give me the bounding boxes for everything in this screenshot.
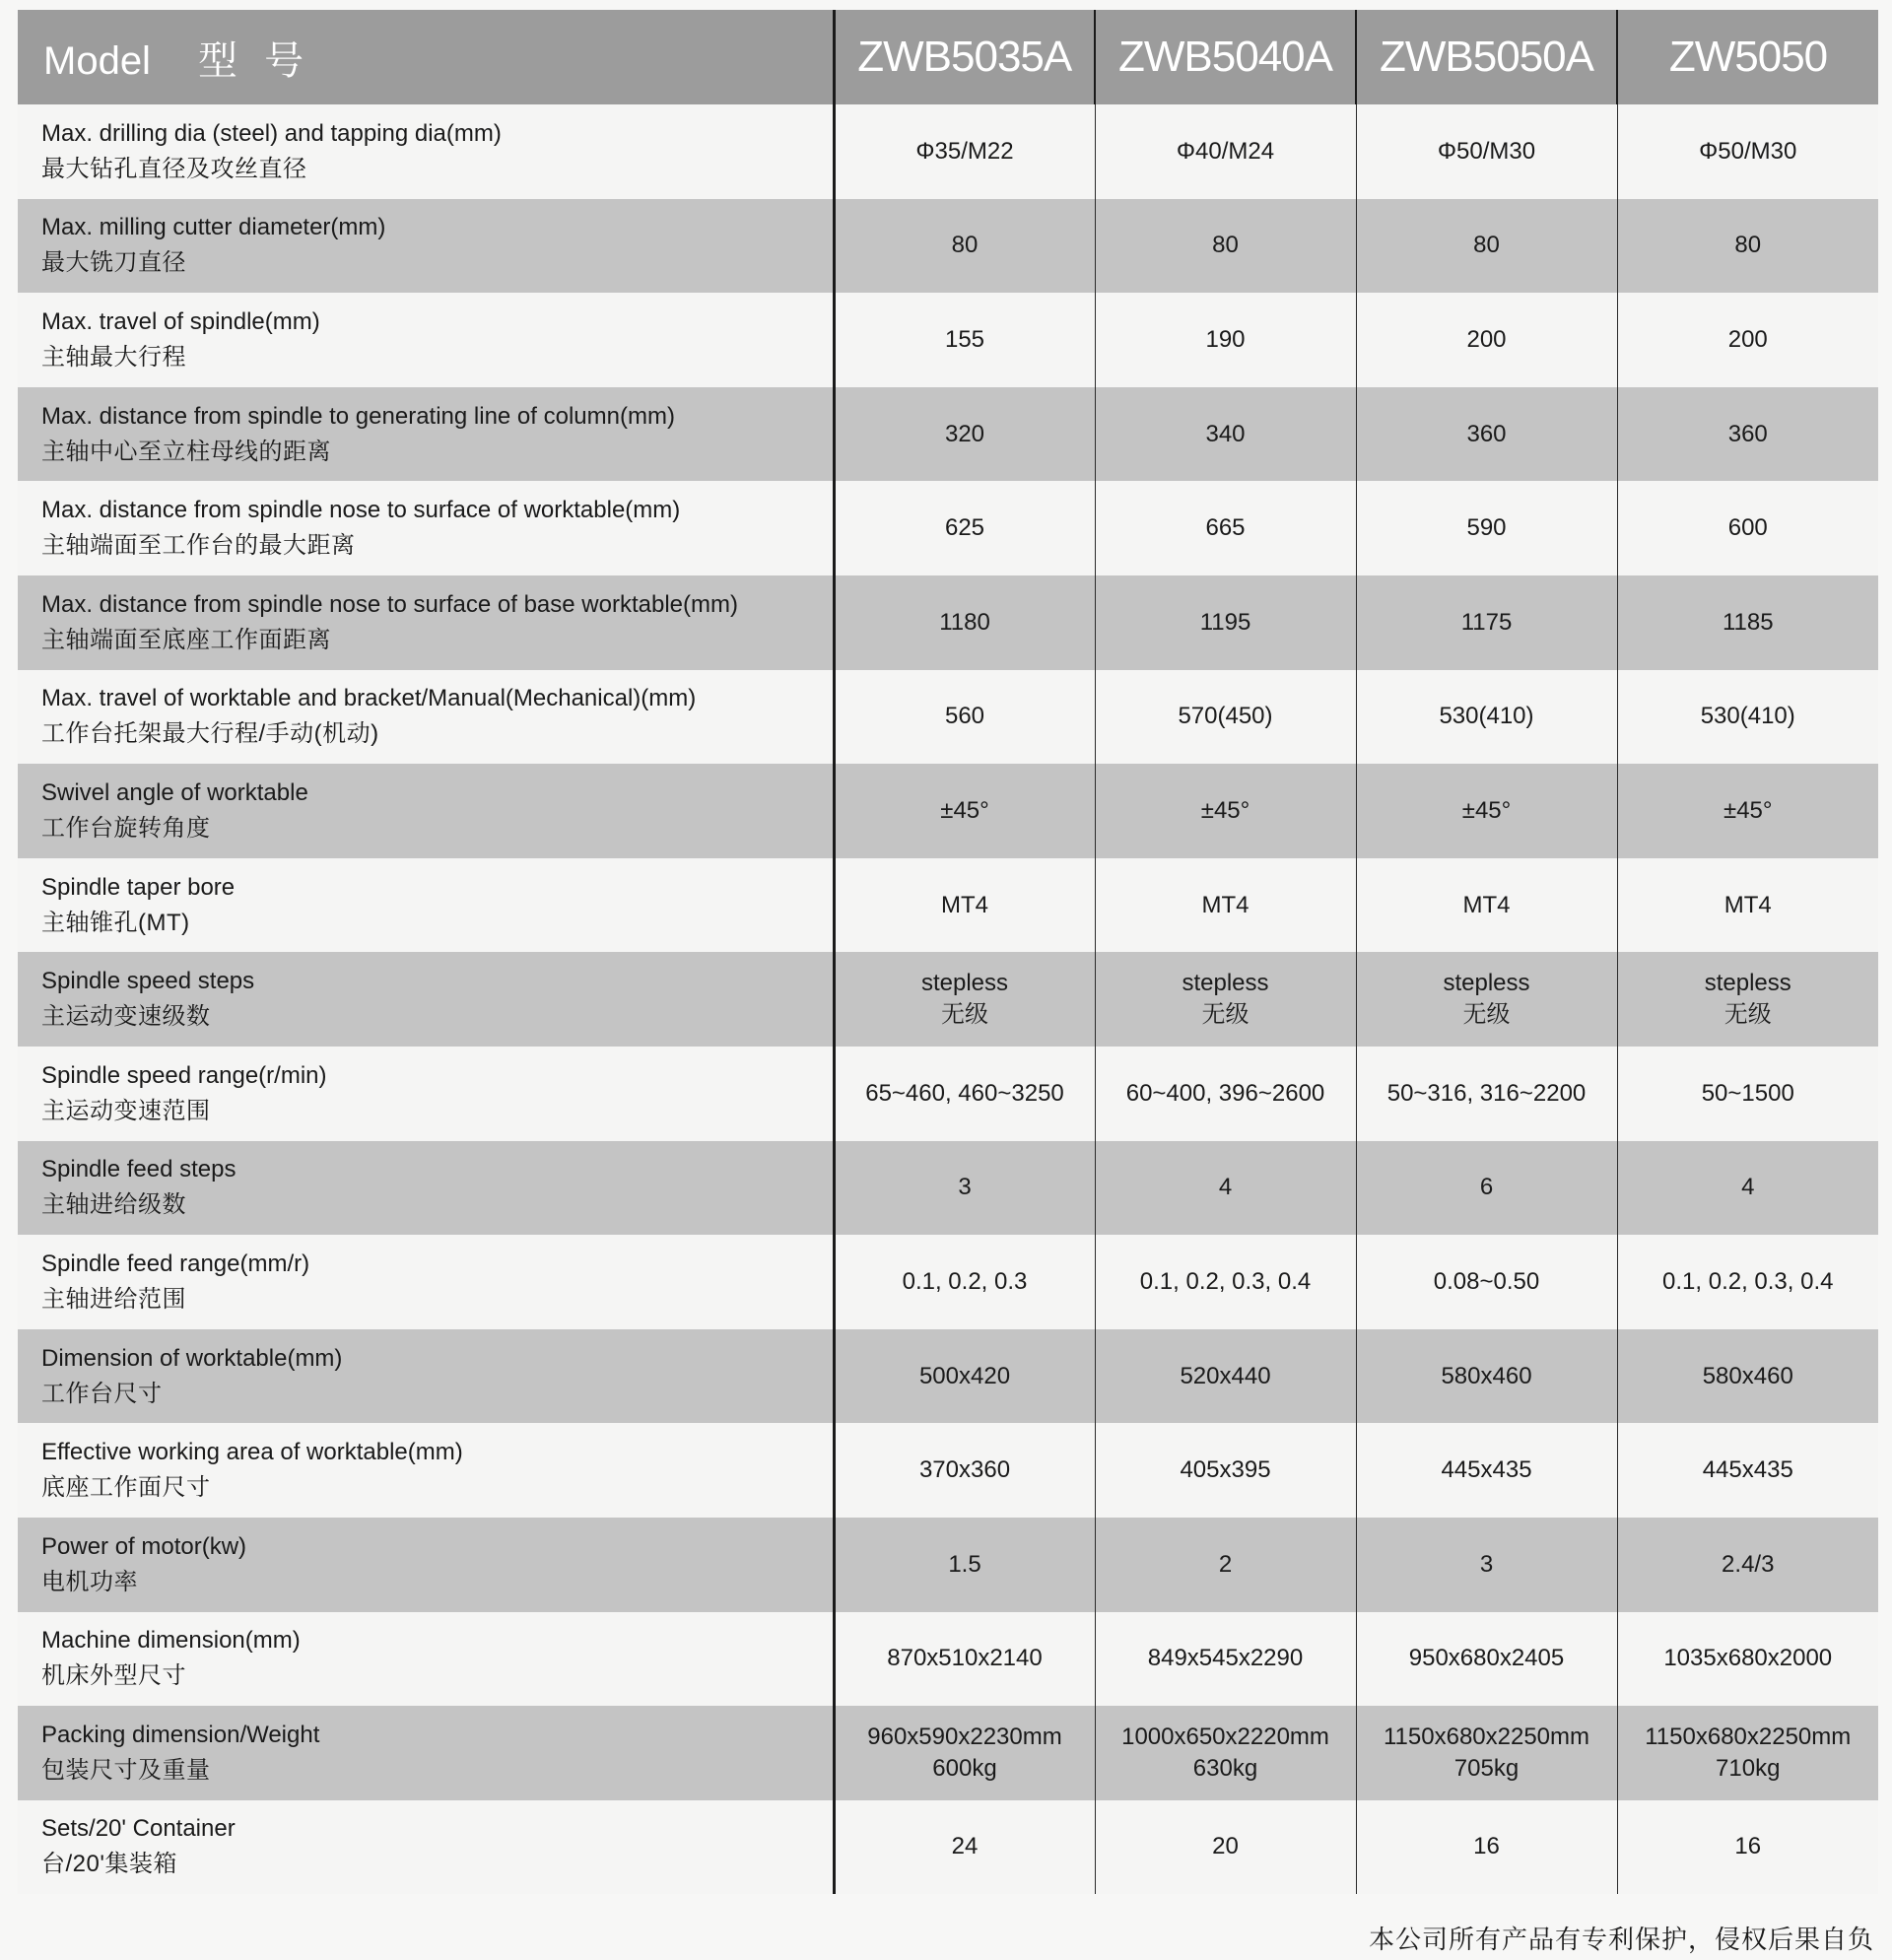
spec-label-zh: 电机功率 [41,1568,138,1595]
spec-row [18,1800,1878,1895]
spec-value: MT4 [1462,891,1511,918]
spec-value-cell [1356,481,1617,575]
spec-label-en: Dimension of worktable(mm) [41,1344,343,1372]
spec-value: 80 [1734,232,1762,259]
spec-row [18,1423,1878,1518]
spec-label [18,104,834,199]
spec-value: 2.4/3 [1722,1550,1775,1578]
model-column-header: ZW5050 [1617,10,1878,104]
header-row [18,10,1878,104]
spec-value-cell [1095,1047,1356,1141]
spec-value: 1195 [1199,608,1251,636]
spec-value-cell [1095,764,1356,858]
spec-value: MT4 [941,891,988,918]
spec-value: 80 [1212,232,1239,259]
spec-value: 705kg [1453,1754,1520,1782]
spec-value-cell [1095,293,1356,387]
spec-value-cell [1356,1612,1617,1707]
spec-row [18,1141,1878,1236]
spec-value: 320 [944,420,985,447]
spec-label [18,1329,834,1424]
spec-row [18,1047,1878,1141]
spec-value-cell [834,1329,1095,1424]
spec-value: Φ40/M24 [1176,137,1275,165]
spec-value: 50~316, 316~2200 [1386,1079,1587,1107]
spec-value-cell [1095,575,1356,670]
spec-value: 190 [1205,325,1246,353]
spec-value-cell [1617,1235,1878,1329]
spec-row [18,104,1878,199]
spec-label-zh: 台/20'集装箱 [41,1851,177,1878]
spec-value-cell [1095,199,1356,294]
spec-value-cell [1095,1423,1356,1518]
spec-value: 445x435 [1702,1456,1793,1484]
spec-value: 1035x680x2000 [1663,1645,1833,1672]
spec-label-en: Max. distance from spindle nose to surface of base worktable(mm) [41,590,738,618]
spec-label [18,1235,834,1329]
spec-label-zh: 主轴中心至立柱母线的距离 [41,438,331,465]
spec-value-cell [1356,293,1617,387]
spec-value: 24 [951,1833,979,1860]
spec-value: 580x460 [1441,1362,1532,1389]
spec-value-cell [834,293,1095,387]
spec-row [18,764,1878,858]
spec-label-en: Sets/20' Container [41,1815,236,1843]
spec-value: Φ50/M30 [1437,137,1536,165]
spec-row [18,199,1878,294]
spec-value-cell [1617,1800,1878,1895]
spec-label-zh: 最大钻孔直径及攻丝直径 [41,155,307,182]
spec-value: Φ35/M22 [915,137,1014,165]
spec-value: 1185 [1722,608,1774,636]
spec-value: stepless [1704,970,1791,997]
spec-label-zh: 包装尺寸及重量 [41,1756,211,1784]
spec-value-cell [1356,1706,1617,1800]
spec-value-cell [1617,858,1878,953]
spec-value-cell [1095,1329,1356,1424]
spec-value-cell [834,952,1095,1047]
spec-label-en: Max. drilling dia (steel) and tapping dia(mm) [41,119,502,147]
spec-value-cell [1095,1800,1356,1895]
spec-label-en: Spindle taper bore [41,873,236,901]
spec-value: 570(450) [1178,703,1273,730]
spec-label-en: Effective working area of worktable(mm) [41,1439,463,1466]
spec-value-cell [1356,104,1617,199]
spec-value: 580x460 [1702,1362,1793,1389]
spec-value: 3 [958,1174,972,1201]
spec-value: stepless [1182,970,1269,997]
spec-label-en: Spindle feed steps [41,1156,236,1183]
spec-value: ±45° [1461,796,1512,824]
spec-row [18,1329,1878,1424]
spec-label-zh: 机床外型尺寸 [41,1662,186,1690]
spec-value: 870x510x2140 [887,1645,1043,1672]
spec-label [18,1423,834,1518]
spec-label [18,670,834,765]
spec-value-cell [834,1518,1095,1612]
spec-value: 16 [1473,1833,1500,1860]
spec-value: 200 [1466,325,1507,353]
spec-value: 710kg [1716,1754,1781,1782]
spec-label [18,1706,834,1800]
model-column-header: ZWB5040A [1095,10,1356,104]
spec-value: 50~1500 [1701,1079,1794,1107]
spec-label [18,1047,834,1141]
spec-value-cell [1617,104,1878,199]
spec-value: MT4 [1201,891,1250,918]
spec-value-cell [834,1235,1095,1329]
spec-value-cell [1617,481,1878,575]
spec-value-cell [1356,1047,1617,1141]
spec-value: 600 [1727,514,1768,542]
spec-value-cell [834,575,1095,670]
spec-value-cell [1356,1423,1617,1518]
spec-value: Φ50/M30 [1699,137,1797,165]
spec-label-en: Spindle feed range(mm/r) [41,1250,310,1277]
spec-label-en: Spindle speed range(r/min) [41,1061,327,1089]
spec-value-cell [1095,858,1356,953]
spec-label-en: Max. travel of worktable and bracket/Manual(Mechanical)(mm) [41,685,697,712]
spec-row [18,858,1878,953]
spec-value: 无级 [1201,1001,1250,1029]
spec-value: 360 [1466,420,1507,447]
model-label-en: Model [43,38,151,83]
spec-value-cell [1617,575,1878,670]
spec-value: 80 [951,232,979,259]
spec-value: 无级 [1462,1001,1511,1029]
spec-label [18,481,834,575]
spec-value: 665 [1205,514,1246,542]
spec-value-cell [1095,670,1356,765]
spec-value-cell [1617,670,1878,765]
spec-label [18,1612,834,1707]
spec-value: 530(410) [1700,703,1795,730]
model-header-label [18,10,834,104]
spec-value: 2 [1218,1550,1233,1578]
spec-value-cell [1095,1518,1356,1612]
spec-label-en: Packing dimension/Weight [41,1721,320,1748]
spec-label-en: Machine dimension(mm) [41,1627,301,1655]
spec-value-cell [834,387,1095,482]
spec-value: 0.1, 0.2, 0.3 [902,1267,1028,1295]
spec-value-cell [834,1706,1095,1800]
model-column-header: ZWB5035A [834,10,1095,104]
spec-value-cell [1356,858,1617,953]
spec-label [18,575,834,670]
spec-value-cell [1356,1800,1617,1895]
spec-label-zh: 工作台托架最大行程/手动(机动) [41,720,379,748]
spec-label-zh: 主运动变速级数 [41,1003,211,1031]
spec-value-cell [1617,1047,1878,1141]
spec-label-en: Max. milling cutter diameter(mm) [41,214,386,241]
spec-value-cell [834,104,1095,199]
spec-value-cell [834,481,1095,575]
spec-value-cell [834,199,1095,294]
spec-label-en: Swivel angle of worktable [41,778,308,806]
spec-value-cell [1617,952,1878,1047]
spec-label-zh: 主轴端面至底座工作面距离 [41,626,331,653]
spec-label-zh: 主轴最大行程 [41,343,186,371]
spec-value: 590 [1466,514,1507,542]
spec-value: 0.1, 0.2, 0.3, 0.4 [1662,1267,1834,1295]
spec-label-zh: 最大铣刀直径 [41,249,186,277]
spec-value-cell [1617,1329,1878,1424]
spec-table [18,10,1878,1894]
spec-value-cell [1095,1706,1356,1800]
spec-value: 65~460, 460~3250 [865,1079,1064,1107]
spec-label-en: Max. distance from spindle nose to surface of worktable(mm) [41,497,681,524]
spec-value: 无级 [1723,1001,1772,1029]
spec-value: 360 [1727,420,1768,447]
spec-label [18,1800,834,1895]
spec-value: 405x395 [1180,1456,1271,1484]
spec-value-cell [1356,670,1617,765]
spec-row [18,1518,1878,1612]
spec-value: 6 [1479,1174,1494,1201]
spec-value: 445x435 [1441,1456,1532,1484]
spec-value: 500x420 [918,1362,1011,1389]
spec-row [18,387,1878,482]
spec-value-cell [834,1141,1095,1236]
spec-value: 560 [944,703,985,730]
spec-value-cell [1617,199,1878,294]
spec-row [18,670,1878,765]
spec-value-cell [1095,481,1356,575]
spec-label-zh: 工作台旋转角度 [41,814,211,842]
spec-row [18,575,1878,670]
spec-value-cell [834,858,1095,953]
spec-value: 60~400, 396~2600 [1125,1079,1325,1107]
spec-value: ±45° [940,796,989,824]
spec-value: ±45° [1723,796,1773,824]
spec-label [18,952,834,1047]
spec-value-cell [1095,104,1356,199]
spec-label [18,199,834,294]
spec-row [18,481,1878,575]
spec-value: 80 [1473,232,1500,259]
spec-value-cell [1356,387,1617,482]
spec-value-cell [834,1047,1095,1141]
spec-value: 4 [1741,1174,1755,1201]
spec-value: 630kg [1192,1754,1258,1782]
spec-label-zh: 主轴进给级数 [41,1191,186,1219]
spec-label [18,858,834,953]
spec-label-zh: 工作台尺寸 [41,1380,163,1407]
spec-table-body [18,104,1878,1894]
spec-value: 520x440 [1180,1362,1271,1389]
spec-value: 1150x680x2250mm [1645,1723,1852,1750]
spec-label [18,1141,834,1236]
spec-value-cell [1095,1612,1356,1707]
spec-value-cell [1617,1141,1878,1236]
spec-value-cell [1617,764,1878,858]
spec-row [18,1235,1878,1329]
spec-value-cell [1356,1329,1617,1424]
patent-notice: 本公司所有产品有专利保护，侵权后果自负 [1368,1925,1874,1954]
spec-value: ±45° [1200,796,1250,824]
spec-value: 960x590x2230mm [867,1723,1062,1750]
spec-label [18,764,834,858]
spec-value-cell [1617,1518,1878,1612]
spec-row [18,293,1878,387]
model-label-zh: 型 号 [197,38,312,83]
spec-label-en: Max. distance from spindle to generating line of column(mm) [41,402,675,430]
spec-value: stepless [1443,970,1530,997]
spec-value-cell [1356,1141,1617,1236]
spec-label [18,1518,834,1612]
spec-label-zh: 主轴进给范围 [41,1285,186,1313]
spec-value-cell [1356,1235,1617,1329]
spec-value: 0.1, 0.2, 0.3, 0.4 [1139,1267,1312,1295]
spec-label-en: Max. travel of spindle(mm) [41,307,320,335]
spec-row [18,1612,1878,1707]
spec-value: 530(410) [1439,703,1534,730]
spec-value-cell [1095,952,1356,1047]
spec-value-cell [1617,1423,1878,1518]
spec-value-cell [1617,387,1878,482]
spec-value-cell [834,670,1095,765]
spec-value-cell [1617,1706,1878,1800]
spec-value: 625 [944,514,985,542]
spec-label [18,293,834,387]
spec-value: 370x360 [918,1456,1011,1484]
spec-value-cell [1356,1518,1617,1612]
spec-value: MT4 [1723,891,1772,918]
spec-label-en: Power of motor(kw) [41,1532,247,1560]
spec-value: 0.08~0.50 [1433,1267,1540,1295]
spec-value-cell [1095,1235,1356,1329]
spec-row [18,1706,1878,1800]
spec-value-cell [1617,1612,1878,1707]
spec-value: 1150x680x2250mm [1383,1723,1590,1750]
spec-label-zh: 底座工作面尺寸 [41,1474,211,1502]
spec-value-cell [834,1423,1095,1518]
spec-value: 16 [1734,1833,1762,1860]
spec-value: 950x680x2405 [1408,1645,1565,1672]
spec-value: 无级 [941,1001,988,1029]
spec-label-zh: 主运动变速范围 [41,1097,211,1124]
spec-value: 340 [1205,420,1246,447]
spec-value-cell [834,1800,1095,1895]
spec-value-cell [1095,387,1356,482]
spec-value-cell [1095,1141,1356,1236]
spec-value: 1.5 [948,1550,981,1578]
spec-value: 3 [1479,1550,1494,1578]
spec-value: 4 [1218,1174,1233,1201]
spec-value: stepless [920,970,1009,997]
spec-value: 200 [1727,325,1768,353]
spec-value-cell [834,1612,1095,1707]
spec-value-cell [1356,952,1617,1047]
spec-label [18,387,834,482]
spec-value-cell [1356,199,1617,294]
spec-value: 20 [1212,1833,1239,1860]
spec-value-cell [1617,293,1878,387]
spec-value: 600kg [932,1754,997,1782]
spec-value: 1175 [1460,608,1513,636]
spec-value-cell [834,764,1095,858]
spec-value: 1000x650x2220mm [1121,1723,1329,1750]
spec-label-zh: 主轴锥孔(MT) [41,909,190,936]
spec-value: 1180 [939,608,990,636]
spec-value: 155 [944,325,985,353]
model-column-header: ZWB5050A [1356,10,1617,104]
spec-label-zh: 主轴端面至工作台的最大距离 [41,532,356,560]
spec-value-cell [1356,764,1617,858]
spec-label-en: Spindle speed steps [41,968,255,995]
spec-value: 849x545x2290 [1147,1645,1304,1672]
spec-row [18,952,1878,1047]
spec-value-cell [1356,575,1617,670]
